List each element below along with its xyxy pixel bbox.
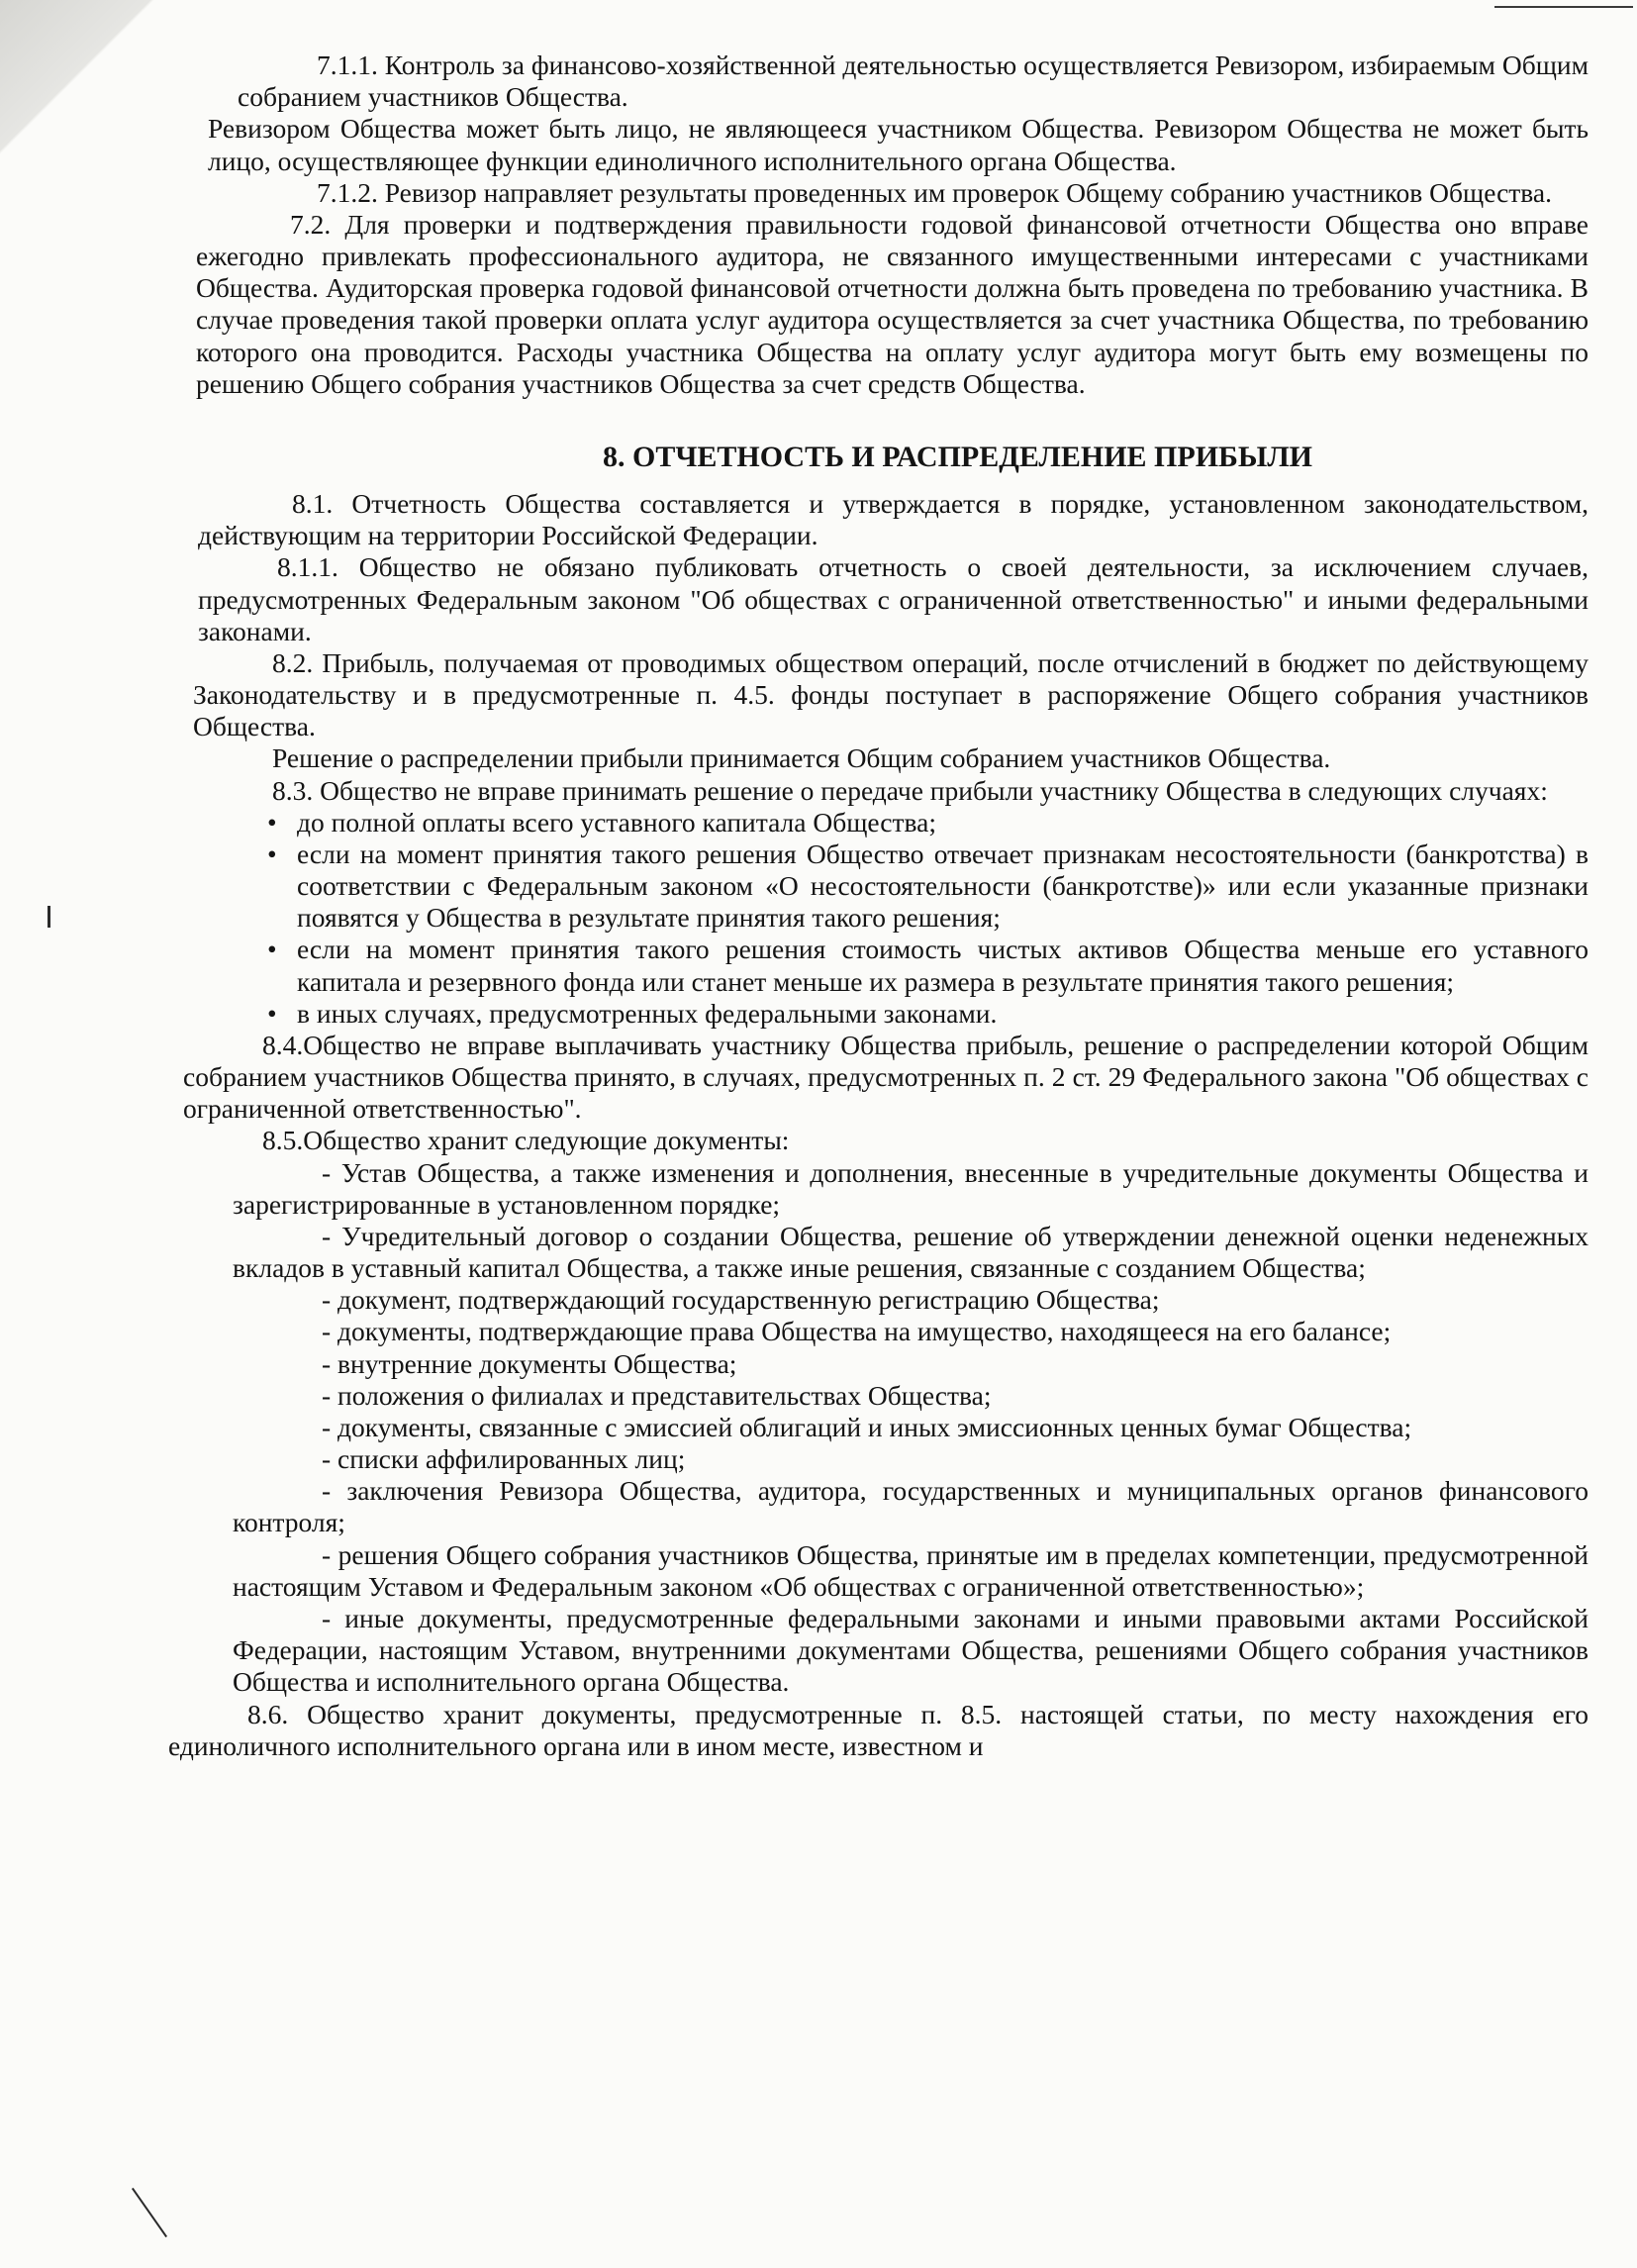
documents-list-8-5 (163, 1157, 1589, 1699)
paragraph-7-1-1: 7.1.1. Контроль за финансово-хозяйственной деятельностью осуществляется Ревизором, избираемым Общим собранием участников Общества. (238, 49, 1589, 113)
list-item: - документы, подтверждающие права Общества на имущество, находящееся на его балансе; (322, 1316, 1392, 1347)
paragraph-8-2: 8.2. Прибыль, получаемая от проводимых обществом операций, после отчислений в бюджет по действующему Законодательству и в предусмотренные п. 4.5. фонды поступает в распоряжение Общего собрания участников Общества. (193, 646, 1589, 742)
section-heading-8: 8. ОТЧЕТНОСТЬ И РАСПРЕДЕЛЕНИЕ ПРИБЫЛИ (602, 440, 1313, 473)
left-margin-mark (48, 906, 50, 928)
paragraph-8-5: 8.5.Общество хранит следующие документы: (262, 1125, 790, 1156)
list-item: • в иных случаях, предусмотренных федеральными законами. (267, 998, 1589, 1030)
paragraph-8-6: 8.6. Общество хранит документы, предусмотренные п. 8.5. настоящей статьи, по месту нахождения его единоличного исполнительного органа или в ином месте, известном и (168, 1698, 1589, 1761)
list-item: - решения Общего собрания участников Общества, принятые им в пределах компетенции, предусмотренной настоящим Уставом и Федеральным законом «Об обществах с ограниченной ответственностью»; (233, 1538, 1589, 1602)
list-item: • если на момент принятия такого решения стоимость чистых активов Общества меньше его уставного капитала и резервного фонда или станет меньше их размера в результате принятия такого решения; (267, 934, 1589, 997)
list-item: - документы, связанные с эмиссией облигаций и иных эмиссионных ценных бумаг Общества; (322, 1411, 1412, 1442)
paragraph-8-4: 8.4.Общество не вправе выплачивать участнику Общества прибыль, решение о распределении которой Общим собранием участников Общества принято, в случаях, предусмотренных п. 2 ст. 29 Федерального закона "Об обществах с ограниченной ответственностью". (183, 1029, 1589, 1125)
paragraph-7-1-2: 7.1.2. Ревизор направляет результаты проведенных им проверок Общему собранию участников Общества. (317, 176, 1553, 208)
left-margin-mark (132, 2188, 167, 2237)
paragraph-8-3: 8.3. Общество не вправе принимать решение о передаче прибыли участнику Общества в следующих случаях: (272, 774, 1548, 806)
list-item: - Учредительный договор о создании Общества, решение об утверждении денежной оценки неденежных вкладов в уставный капитал Общества, а также иные решения, связанные с созданием Общества; (233, 1220, 1589, 1284)
list-item: - списки аффилированных лиц; (322, 1443, 686, 1475)
list-item: - иные документы, предусмотренные федеральными законами и иными правовыми актами Российской Федерации, настоящим Уставом, внутренними документами Общества, решениями Общего собрания участников Общества и исполнительного органа Общества. (233, 1603, 1589, 1698)
list-item: - заключения Ревизора Общества, аудитора, государственных и муниципальных органов финансового контроля; (233, 1475, 1589, 1538)
paragraph-8-2-decision: Решение о распределении прибыли принимается Общим собранием участников Общества. (272, 742, 1331, 774)
paragraph-7-2: 7.2. Для проверки и подтверждения правильности годовой финансовой отчетности Общества оно вправе ежегодно привлекать профессионального аудитора, не связанного имущественными интересами с участниками Общества. Аудиторская проверка годовой финансовой отчетности должна быть проведена по требованию участника. В случае проведения такой проверки оплата услуг аудитора осуществляется за счет участника Общества, по требованию которого она проводится. Расходы участника Общества на оплату услуг аудитора могут быть ему возмещены по решению Общего собрания участников Общества за счет средств Общества. (196, 208, 1589, 399)
list-item: - положения о филиалах и представительствах Общества; (322, 1379, 992, 1411)
folded-corner (0, 0, 188, 188)
list-item: - внутренние документы Общества; (322, 1347, 737, 1379)
list-item: • до полной оплаты всего уставного капитала Общества; (267, 807, 1589, 838)
paragraph-8-1-1: 8.1.1. Общество не обязано публиковать отчетность о своей деятельности, за исключением случаев, предусмотренных Федеральным законом "Об обществах с ограниченной ответственностью" и иными федеральными законами. (198, 551, 1589, 646)
paragraph-8-1: 8.1. Отчетность Общества составляется и утверждается в порядке, установленном законодательством, действующим на территории Российской Федерации. (198, 487, 1589, 551)
top-edge-line (1494, 6, 1633, 8)
list-item: - документ, подтверждающий государственную регистрацию Общества; (322, 1284, 1160, 1316)
list-item: • если на момент принятия такого решения Общество отвечает признакам несостоятельности (банкротства) в соответствии с Федеральным законом «О несостоятельности (банкротстве)» или если указанные признаки появятся у Общества в результате принятия такого решения; (267, 838, 1589, 935)
document-body (168, 49, 1589, 1762)
bullet-list-8-3 (148, 807, 1589, 1030)
paragraph-7-1-1-auditor: Ревизором Общества может быть лицо, не являющееся участником Общества. Ревизором Общества не может быть лицо, осуществляющее функции единоличного исполнительного органа Общества. (208, 113, 1589, 176)
list-item: - Устав Общества, а также изменения и дополнения, внесенные в учредительные документы Общества и зарегистрированные в установленном порядке; (233, 1156, 1589, 1220)
